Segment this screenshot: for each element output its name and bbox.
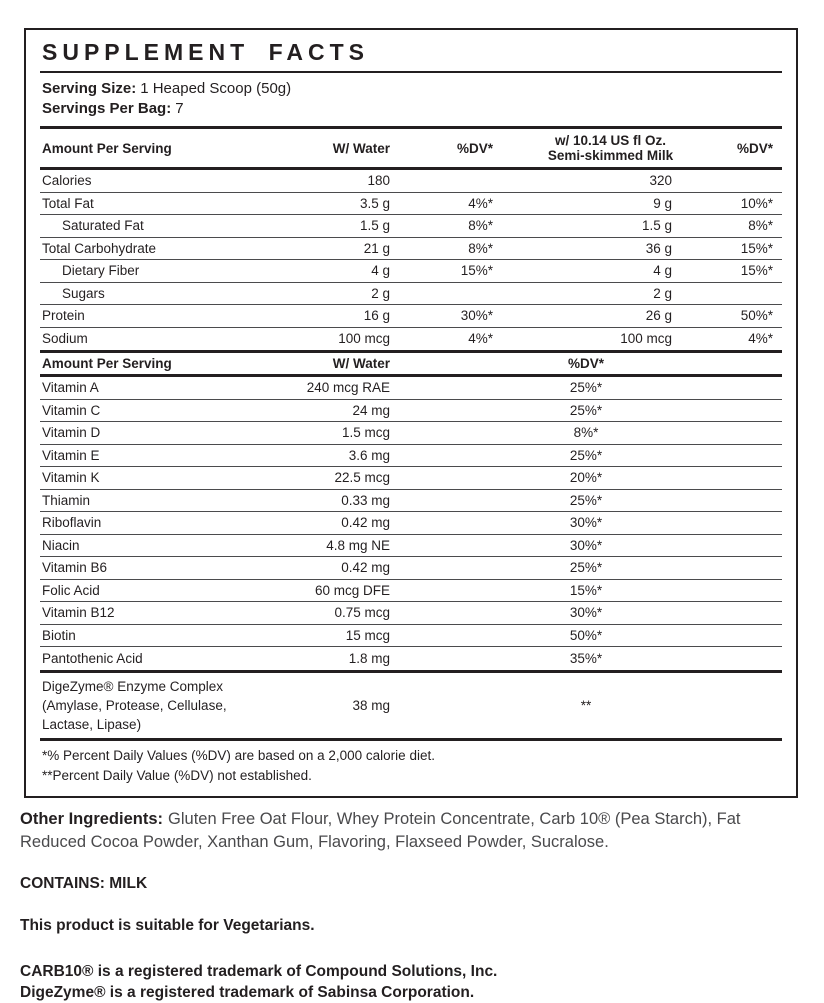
table-row bbox=[40, 328, 782, 351]
water-dv: 8%* bbox=[468, 240, 493, 256]
table1-header bbox=[40, 129, 782, 167]
digezyme-name-line: Lactase, Lipase) bbox=[42, 716, 142, 732]
nutrient-name: Vitamin C bbox=[42, 402, 101, 418]
nutrient-name: Vitamin B12 bbox=[42, 605, 115, 621]
serving-size-label: Serving Size: bbox=[42, 80, 137, 97]
nutrient-name: Riboflavin bbox=[42, 515, 102, 531]
serving-size-value: 1 Heaped Scoop (50g) bbox=[140, 80, 292, 97]
water-dv: 20%* bbox=[569, 470, 603, 486]
header-with-milk: w/ 10.14 US fl Oz. Semi-skimmed Milk bbox=[547, 133, 674, 163]
water-dv: 8%* bbox=[573, 425, 599, 441]
servings-per-bag-value: 7 bbox=[175, 100, 184, 117]
water-dv: 25%* bbox=[569, 380, 603, 396]
water-amount: 1.5 g bbox=[359, 218, 390, 234]
milk-dv: 4%* bbox=[748, 331, 773, 347]
nutrient-name: Total Carbohydrate bbox=[42, 240, 157, 256]
milk-amount: 1.5 g bbox=[641, 218, 672, 234]
water-amount: 0.42 mg bbox=[341, 515, 390, 531]
nutrient-name: Thiamin bbox=[42, 492, 91, 508]
table-row bbox=[40, 625, 782, 648]
digezyme-name-line: (Amylase, Protease, Cellulase, bbox=[42, 697, 227, 713]
water-amount: 180 bbox=[367, 173, 390, 189]
water-dv: 8%* bbox=[468, 218, 493, 234]
milk-amount: 26 g bbox=[645, 308, 672, 324]
nutrient-name: Biotin bbox=[42, 627, 76, 643]
water-amount: 3.6 mg bbox=[348, 447, 390, 463]
table-row bbox=[40, 580, 782, 603]
nutrient-name: Saturated Fat bbox=[62, 218, 144, 234]
nutrient-name: Folic Acid bbox=[42, 582, 100, 598]
table1-rows bbox=[40, 170, 782, 350]
water-amount: 1.5 mcg bbox=[341, 425, 390, 441]
milk-dv: 50%* bbox=[740, 308, 773, 324]
water-dv: 30%* bbox=[569, 537, 603, 553]
digezyme-dv: ** bbox=[580, 697, 592, 713]
supplement-facts-panel bbox=[24, 28, 798, 798]
nutrient-name: Calories bbox=[42, 173, 92, 189]
water-amount: 0.75 mcg bbox=[334, 605, 390, 621]
water-dv: 25%* bbox=[569, 447, 603, 463]
header-with-water: W/ Water bbox=[332, 140, 390, 156]
footnote-line: *% Percent Daily Values (%DV) are based on a 2,000 calorie diet. bbox=[42, 747, 435, 763]
milk-dv: 8%* bbox=[748, 218, 773, 234]
header-dv-water: %DV* bbox=[456, 140, 493, 156]
water-amount: 240 mcg RAE bbox=[306, 380, 390, 396]
servings-per-bag-line bbox=[42, 99, 780, 119]
water-dv: 35%* bbox=[569, 650, 603, 666]
header-amount-per-serving: Amount Per Serving bbox=[42, 140, 172, 156]
table-row bbox=[40, 193, 782, 216]
water-amount: 24 mg bbox=[352, 402, 390, 418]
water-amount: 100 mcg bbox=[338, 331, 390, 347]
water-amount: 4.8 mg NE bbox=[326, 537, 390, 553]
footnotes bbox=[40, 741, 782, 786]
nutrient-name: Vitamin E bbox=[42, 447, 100, 463]
table-row bbox=[40, 602, 782, 625]
digezyme-name-line: DigeZyme® Enzyme Complex bbox=[42, 678, 223, 694]
below-panel-text bbox=[20, 808, 806, 1003]
header2-with-water: W/ Water bbox=[332, 356, 390, 371]
nutrient-name: Protein bbox=[42, 308, 85, 324]
table-row bbox=[40, 238, 782, 261]
table-row bbox=[40, 647, 782, 670]
water-dv: 50%* bbox=[569, 627, 603, 643]
table-row bbox=[40, 422, 782, 445]
milk-dv: 10%* bbox=[740, 195, 773, 211]
water-amount: 22.5 mcg bbox=[334, 470, 390, 486]
digezyme-amount: 38 mg bbox=[352, 697, 390, 713]
water-amount: 1.8 mg bbox=[348, 650, 390, 666]
table-row bbox=[40, 260, 782, 283]
contains-statement: CONTAINS: MILK bbox=[20, 875, 148, 892]
nutrient-name: Total Fat bbox=[42, 195, 94, 211]
table-row bbox=[40, 170, 782, 193]
water-amount: 16 g bbox=[363, 308, 390, 324]
water-amount: 2 g bbox=[371, 285, 390, 301]
table-row bbox=[40, 467, 782, 490]
table-row bbox=[40, 400, 782, 423]
water-dv: 4%* bbox=[468, 331, 493, 347]
nutrient-name: Sugars bbox=[62, 285, 105, 301]
milk-amount: 2 g bbox=[653, 285, 672, 301]
vegetarian-statement: This product is suitable for Vegetarians. bbox=[20, 917, 315, 934]
table2-rows bbox=[40, 377, 782, 670]
milk-dv: 15%* bbox=[740, 240, 773, 256]
water-dv: 15%* bbox=[569, 582, 603, 598]
nutrient-name: Vitamin B6 bbox=[42, 560, 108, 576]
water-amount: 0.33 mg bbox=[341, 492, 390, 508]
serving-info bbox=[40, 73, 782, 126]
table-row bbox=[40, 445, 782, 468]
nutrient-name: Sodium bbox=[42, 331, 88, 347]
table-row bbox=[40, 283, 782, 306]
nutrient-name: Vitamin K bbox=[42, 470, 100, 486]
header2-amount-per-serving: Amount Per Serving bbox=[42, 356, 172, 371]
footnote-line: **Percent Daily Value (%DV) not established. bbox=[42, 767, 312, 783]
table-row bbox=[40, 535, 782, 558]
milk-amount: 320 bbox=[649, 173, 672, 189]
water-amount: 15 mcg bbox=[345, 627, 390, 643]
nutrient-name: Pantothenic Acid bbox=[42, 650, 143, 666]
panel-title: SUPPLEMENT FACTS bbox=[40, 30, 782, 73]
nutrient-name: Vitamin A bbox=[42, 380, 99, 396]
water-dv: 30%* bbox=[569, 605, 603, 621]
carb10-trademark: CARB10® is a registered trademark of Compound Solutions, Inc. bbox=[20, 963, 498, 980]
milk-amount: 4 g bbox=[653, 263, 672, 279]
table-row bbox=[40, 490, 782, 513]
table-row bbox=[40, 215, 782, 238]
water-amount: 4 g bbox=[371, 263, 390, 279]
table-row bbox=[40, 377, 782, 400]
other-ingredients-label: Other Ingredients: bbox=[20, 810, 164, 828]
milk-amount: 9 g bbox=[653, 195, 672, 211]
table-row bbox=[40, 557, 782, 580]
other-ingredients bbox=[20, 808, 806, 854]
milk-dv: 15%* bbox=[740, 263, 773, 279]
water-dv: 25%* bbox=[569, 492, 603, 508]
water-amount: 0.42 mg bbox=[341, 560, 390, 576]
water-amount: 21 g bbox=[363, 240, 390, 256]
water-dv: 30%* bbox=[460, 308, 493, 324]
milk-amount: 36 g bbox=[645, 240, 672, 256]
water-dv: 30%* bbox=[569, 515, 603, 531]
digezyme-name bbox=[40, 677, 270, 734]
water-dv: 25%* bbox=[569, 402, 603, 418]
water-dv: 4%* bbox=[468, 195, 493, 211]
nutrient-name: Vitamin D bbox=[42, 425, 101, 441]
serving-size-line bbox=[42, 79, 780, 99]
other-ingredients-text: Gluten Free Oat Flour, Whey Protein Concentrate, Carb 10® (Pea Starch), Fat Reduced Cocoa Powder, Xanthan Gum, Flavoring, Flaxseed Powder, Sucralose. bbox=[20, 810, 741, 851]
table-row bbox=[40, 512, 782, 535]
header-dv-milk: %DV* bbox=[736, 140, 773, 156]
nutrient-name: Niacin bbox=[42, 537, 80, 553]
table-row bbox=[40, 305, 782, 328]
table2-header bbox=[40, 353, 782, 374]
servings-per-bag-label: Servings Per Bag: bbox=[42, 100, 172, 117]
digezyme-enzyme-complex-row bbox=[40, 673, 782, 738]
water-amount: 3.5 g bbox=[359, 195, 390, 211]
water-dv: 25%* bbox=[569, 560, 603, 576]
trademark-statements bbox=[20, 961, 806, 1003]
digezyme-trademark: DigeZyme® is a registered trademark of Sabinsa Corporation. bbox=[20, 984, 475, 1001]
milk-amount: 100 mcg bbox=[620, 331, 672, 347]
water-dv: 15%* bbox=[460, 263, 493, 279]
water-amount: 60 mcg DFE bbox=[314, 582, 390, 598]
header2-dv: %DV* bbox=[567, 356, 604, 371]
nutrient-name: Dietary Fiber bbox=[62, 263, 140, 279]
